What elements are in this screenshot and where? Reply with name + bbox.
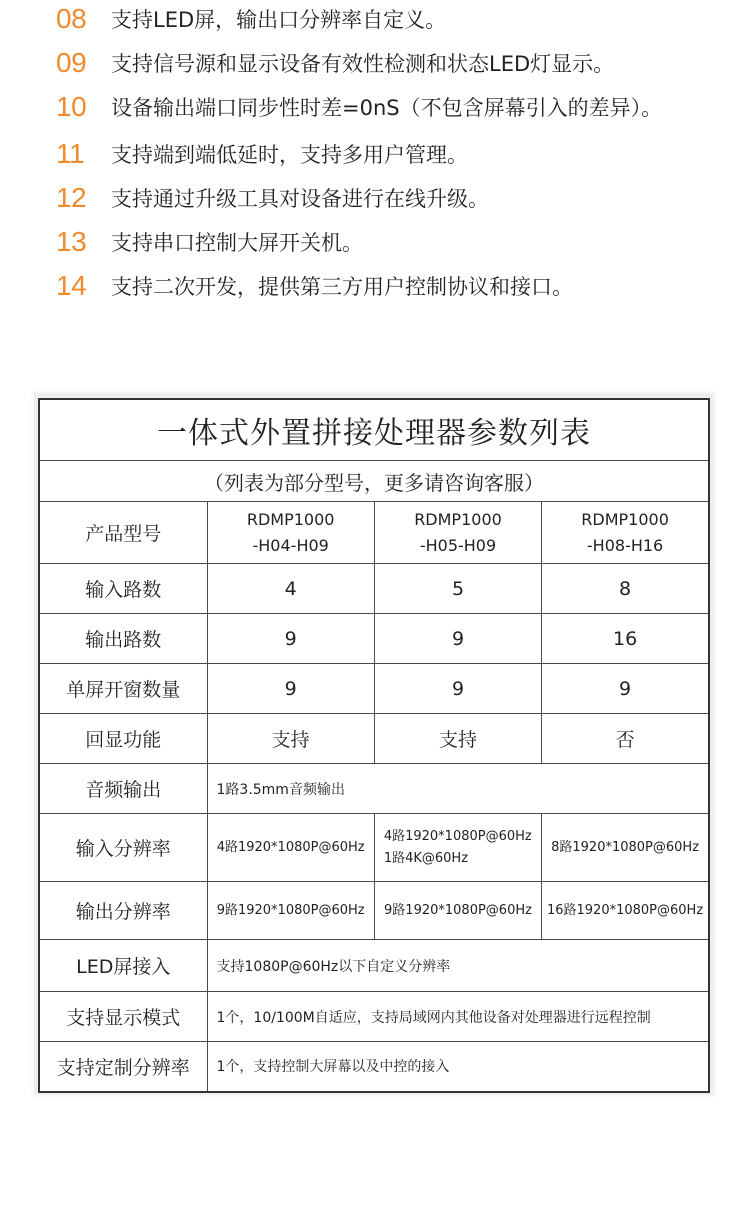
row-label: 回显功能 (39, 714, 207, 764)
row-label: 产品型号 (39, 502, 207, 564)
spec-table (38, 398, 710, 1093)
table-row (39, 1042, 709, 1092)
list-item (56, 225, 716, 260)
table-row (39, 714, 709, 764)
table-cell: RDMP1000 -H08-H16 (542, 502, 709, 564)
table-cell: 4路1920*1080P@60Hz 1路4K@60Hz (374, 814, 541, 882)
table-cell: 4 (207, 564, 374, 614)
table-row (39, 940, 709, 992)
item-number: 10 (56, 91, 87, 122)
list-item (56, 181, 716, 216)
row-label: 输出分辨率 (39, 882, 207, 940)
row-label: 输入路数 (39, 564, 207, 614)
item-text: 支持通过升级工具对设备进行在线升级。 (111, 187, 489, 211)
table-cell: 4路1920*1080P@60Hz (207, 814, 374, 882)
table-cell: 否 (542, 714, 709, 764)
item-number: 09 (56, 47, 87, 78)
table-cell: RDMP1000 -H04-H09 (207, 502, 374, 564)
row-label: 音频输出 (39, 764, 207, 814)
table-cell: 9路1920*1080P@60Hz (374, 882, 541, 940)
table-cell: 16路1920*1080P@60Hz (542, 882, 709, 940)
feature-list (56, 2, 716, 313)
table-cell: 16 (542, 614, 709, 664)
table-cell: 1路3.5mm音频输出 (207, 764, 709, 814)
item-text: 支持信号源和显示设备有效性检测和状态LED灯显示。 (111, 52, 615, 76)
table-cell: 支持 (207, 714, 374, 764)
item-number: 08 (56, 3, 87, 34)
item-text: 支持端到端低延时，支持多用户管理。 (111, 143, 468, 167)
row-label: 输入分辨率 (39, 814, 207, 882)
item-text: 支持串口控制大屏开关机。 (111, 231, 363, 255)
item-number: 12 (56, 182, 87, 213)
table-subtitle-row (39, 461, 709, 502)
table-cell: 支持1080P@60Hz以下自定义分辨率 (207, 940, 709, 992)
table-row (39, 992, 709, 1042)
row-label: 支持定制分辨率 (39, 1042, 207, 1092)
row-label: 支持显示模式 (39, 992, 207, 1042)
table-cell: 支持 (374, 714, 541, 764)
item-text: 支持二次开发，提供第三方用户控制协议和接口。 (111, 275, 573, 299)
table-subtitle: （列表为部分型号，更多请咨询客服） (39, 461, 709, 502)
table-cell: 9路1920*1080P@60Hz (207, 882, 374, 940)
list-item (56, 90, 716, 128)
table-row (39, 882, 709, 940)
table-cell: 5 (374, 564, 541, 614)
table-cell: RDMP1000 -H05-H09 (374, 502, 541, 564)
table-row (39, 764, 709, 814)
spec-table-card (34, 393, 714, 1095)
table-cell: 1个，10/100M自适应，支持局域网内其他设备对处理器进行远程控制 (207, 992, 709, 1042)
list-item (56, 2, 716, 37)
table-cell: 9 (207, 614, 374, 664)
table-title: 一体式外置拼接处理器参数列表 (39, 399, 709, 461)
list-item (56, 46, 716, 81)
table-cell: 9 (542, 664, 709, 714)
row-label: LED屏接入 (39, 940, 207, 992)
row-label: 输出路数 (39, 614, 207, 664)
table-title-row (39, 399, 709, 461)
item-number: 11 (56, 138, 85, 169)
item-number: 14 (56, 270, 87, 301)
list-item (56, 269, 716, 304)
item-text: 支持LED屏，输出口分辨率自定义。 (111, 8, 447, 32)
table-row (39, 564, 709, 614)
table-cell: 9 (374, 614, 541, 664)
list-item (56, 137, 716, 172)
table-cell: 9 (207, 664, 374, 714)
table-row (39, 814, 709, 882)
table-row (39, 614, 709, 664)
table-cell: 9 (374, 664, 541, 714)
table-cell: 8 (542, 564, 709, 614)
row-label: 单屏开窗数量 (39, 664, 207, 714)
table-cell: 1个，支持控制大屏幕以及中控的接入 (207, 1042, 709, 1092)
item-number: 13 (56, 226, 87, 257)
table-row (39, 664, 709, 714)
item-text: 设备输出端口同步性时差=0nS（不包含屏幕引入的差异）。 (111, 96, 663, 120)
table-cell: 8路1920*1080P@60Hz (542, 814, 709, 882)
table-row (39, 502, 709, 564)
